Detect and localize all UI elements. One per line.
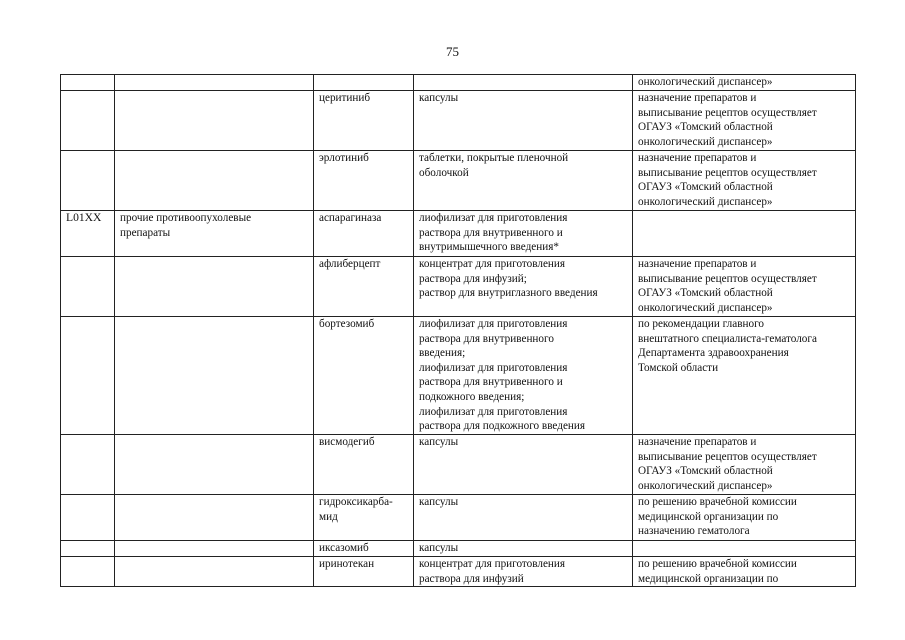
group-name-cell — [115, 435, 314, 495]
group-name-cell — [115, 257, 314, 317]
note-cell — [633, 541, 856, 557]
drug-name-cell: церитиниб — [314, 91, 414, 151]
table-row — [61, 91, 856, 151]
atc-code-cell — [61, 541, 115, 557]
note-cell: по решению врачебной комиссии медицинской организации по — [633, 557, 856, 587]
drug-name-cell: гидроксикарба- мид — [314, 495, 414, 541]
note-cell: по решению врачебной комиссии медицинской организации по назначению гематолога — [633, 495, 856, 541]
dosage-form-cell — [414, 75, 633, 91]
note-cell: назначение препаратов и выписывание рецептов осуществляет ОГАУЗ «Томский областной онкологический диспансер» — [633, 151, 856, 211]
table-row — [61, 435, 856, 495]
note-cell — [633, 211, 856, 257]
drug-name-cell: иринотекан — [314, 557, 414, 587]
atc-code-cell — [61, 91, 115, 151]
group-name-cell — [115, 75, 314, 91]
group-name-cell — [115, 557, 314, 587]
drug-name-cell — [314, 75, 414, 91]
atc-code-cell — [61, 75, 115, 91]
atc-code-cell — [61, 317, 115, 435]
dosage-form-cell: концентрат для приготовления раствора для инфузий — [414, 557, 633, 587]
drug-name-cell: эрлотиниб — [314, 151, 414, 211]
note-cell: назначение препаратов и выписывание рецептов осуществляет ОГАУЗ «Томский областной онкологический диспансер» — [633, 257, 856, 317]
drug-name-cell: афлиберцепт — [314, 257, 414, 317]
table-row — [61, 151, 856, 211]
dosage-form-cell: капсулы — [414, 495, 633, 541]
atc-code-cell — [61, 257, 115, 317]
table-body — [61, 75, 856, 587]
group-name-cell — [115, 91, 314, 151]
table-row — [61, 557, 856, 587]
atc-code-cell — [61, 557, 115, 587]
dosage-form-cell: концентрат для приготовления раствора для инфузий; раствор для внутриглазного введения — [414, 257, 633, 317]
note-cell: онкологический диспансер» — [633, 75, 856, 91]
dosage-form-cell: капсулы — [414, 91, 633, 151]
group-name-cell — [115, 541, 314, 557]
dosage-form-cell: лиофилизат для приготовления раствора для внутривенного введения; лиофилизат для приготовления раствора для внутривенного и подкожного введения; лиофилизат для приготовления раствора для подкожного введения — [414, 317, 633, 435]
table-row — [61, 257, 856, 317]
note-cell: назначение препаратов и выписывание рецептов осуществляет ОГАУЗ «Томский областной онкологический диспансер» — [633, 91, 856, 151]
drug-name-cell: висмодегиб — [314, 435, 414, 495]
dosage-form-cell: лиофилизат для приготовления раствора для внутривенного и внутримышечного введения* — [414, 211, 633, 257]
note-cell: по рекомендации главного внештатного специалиста-гематолога Департамента здравоохранения Томской области — [633, 317, 856, 435]
note-cell: назначение препаратов и выписывание рецептов осуществляет ОГАУЗ «Томский областной онкологический диспансер» — [633, 435, 856, 495]
page-number: 75 — [446, 44, 459, 59]
table-row — [61, 541, 856, 557]
table-row — [61, 211, 856, 257]
group-name-cell: прочие противоопухолевые препараты — [115, 211, 314, 257]
drug-name-cell: иксазомиб — [314, 541, 414, 557]
group-name-cell — [115, 495, 314, 541]
table-row — [61, 75, 856, 91]
table-row — [61, 495, 856, 541]
atc-code-cell — [61, 435, 115, 495]
table-row — [61, 317, 856, 435]
drug-name-cell: аспарагиназа — [314, 211, 414, 257]
atc-code-cell — [61, 151, 115, 211]
atc-code-cell — [61, 495, 115, 541]
drug-name-cell: бортезомиб — [314, 317, 414, 435]
group-name-cell — [115, 151, 314, 211]
group-name-cell — [115, 317, 314, 435]
dosage-form-cell: капсулы — [414, 541, 633, 557]
dosage-form-cell: капсулы — [414, 435, 633, 495]
drug-list-table — [60, 74, 856, 587]
atc-code-cell: L01XX — [61, 211, 115, 257]
dosage-form-cell: таблетки, покрытые пленочной оболочкой — [414, 151, 633, 211]
